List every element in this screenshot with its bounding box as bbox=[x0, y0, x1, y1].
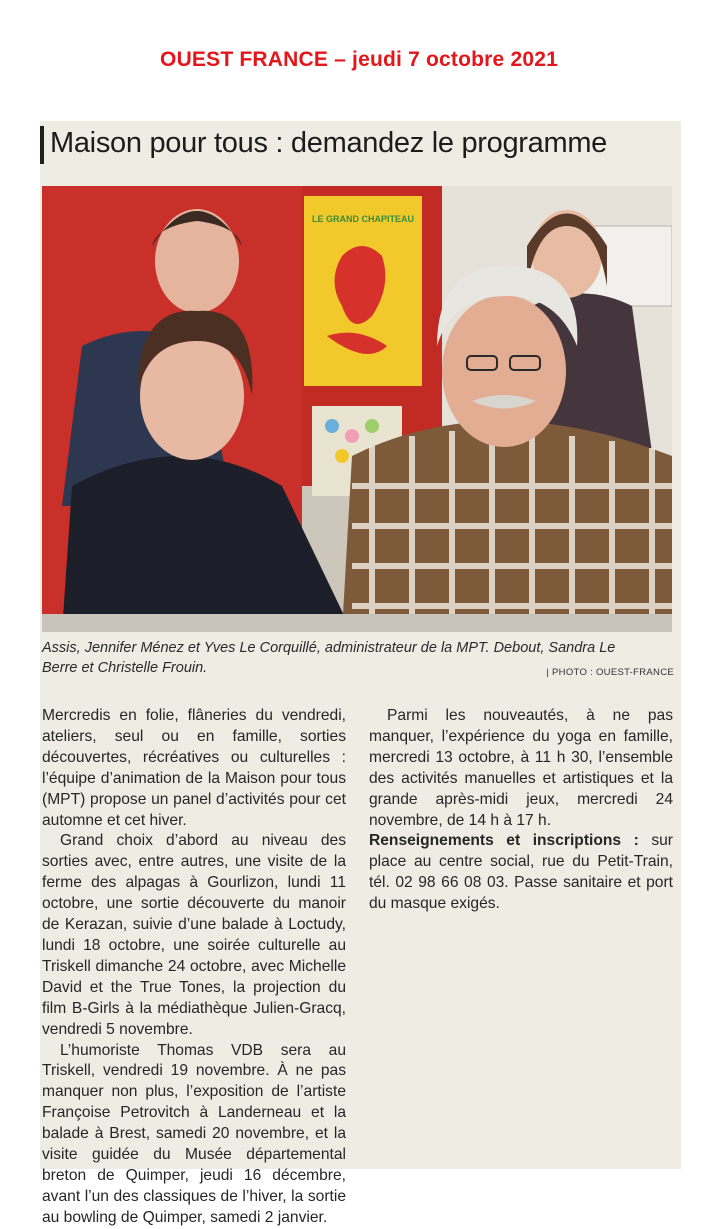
article-headline: Maison pour tous : demandez le programme bbox=[50, 127, 608, 159]
article-paragraph: Grand choix d’abord au niveau des sorties avec, entre autres, une visite de la ferme des alpagas à Gourlizon, lundi 11 octobre, une sortie découverte du manoir de Kerazan, suivie d’une balade à Loctudy, lundi 18 octobre, une soirée culturelle au Triskell dimanche 24 octobre, avec Michelle David et the True Tones, la projection du film B-Girls à la médiathèque Julien-Gracq, vendredi 5 novembre. bbox=[42, 832, 346, 1038]
article-paragraph: L’humoriste Thomas VDB sera au Triskell, vendredi 19 novembre. À ne pas manquer non plus, l’exposition de l’artiste Françoise Petrovitch à Landerneau et la balade à Brest, samedi 20 novembre, et la visite guidée du Musée départemental breton de Quimper, jeudi 16 décembre, avant l’un des classiques de l’hiver, la sortie au bowling de Quimper, samedi 2 janvier. bbox=[42, 1041, 346, 1226]
headline-rule bbox=[40, 126, 44, 164]
article-column-left bbox=[42, 706, 346, 1229]
svg-text:LE GRAND CHAPITEAU: LE GRAND CHAPITEAU bbox=[311, 214, 415, 224]
info-label: Renseignements et inscriptions : bbox=[369, 832, 639, 850]
article-paragraph: Parmi les nouveautés, à ne pas manquer, l’expérience du yoga en famille, mercredi 13 octobre, à 11 h 30, l’ensemble des activités manuelles et artistiques et la grande après-midi jeux, mercredi 24 novembre, de 14 h à 17 h. bbox=[369, 707, 673, 829]
article-photo bbox=[42, 186, 672, 632]
article-paragraph: Mercredis en folie, flâneries du vendredi, ateliers, seul ou en famille, sorties découvertes, récréatives ou culturelles : l’équipe d’animation de la Maison pour tous (MPT) propose un panel d’activités pour cet automne et cet hiver. bbox=[42, 707, 346, 829]
article-column-right bbox=[369, 706, 673, 915]
photo-caption: Assis, Jennifer Ménez et Yves Le Corquillé, administrateur de la MPT. Debout, Sandra Le Berre et Christelle Frouin. bbox=[42, 640, 616, 676]
poster bbox=[304, 196, 422, 386]
newspaper-masthead: OUEST FRANCE – jeudi 7 octobre 2021 bbox=[160, 48, 558, 71]
info-text: sur place au centre social, rue du Petit-Train, tél. 02 98 66 08 03. Passe sanitaire et port du masque exigés. bbox=[369, 832, 673, 913]
article-info bbox=[369, 831, 673, 915]
photo-credit: | PHOTO : OUEST-FRANCE bbox=[546, 667, 674, 678]
